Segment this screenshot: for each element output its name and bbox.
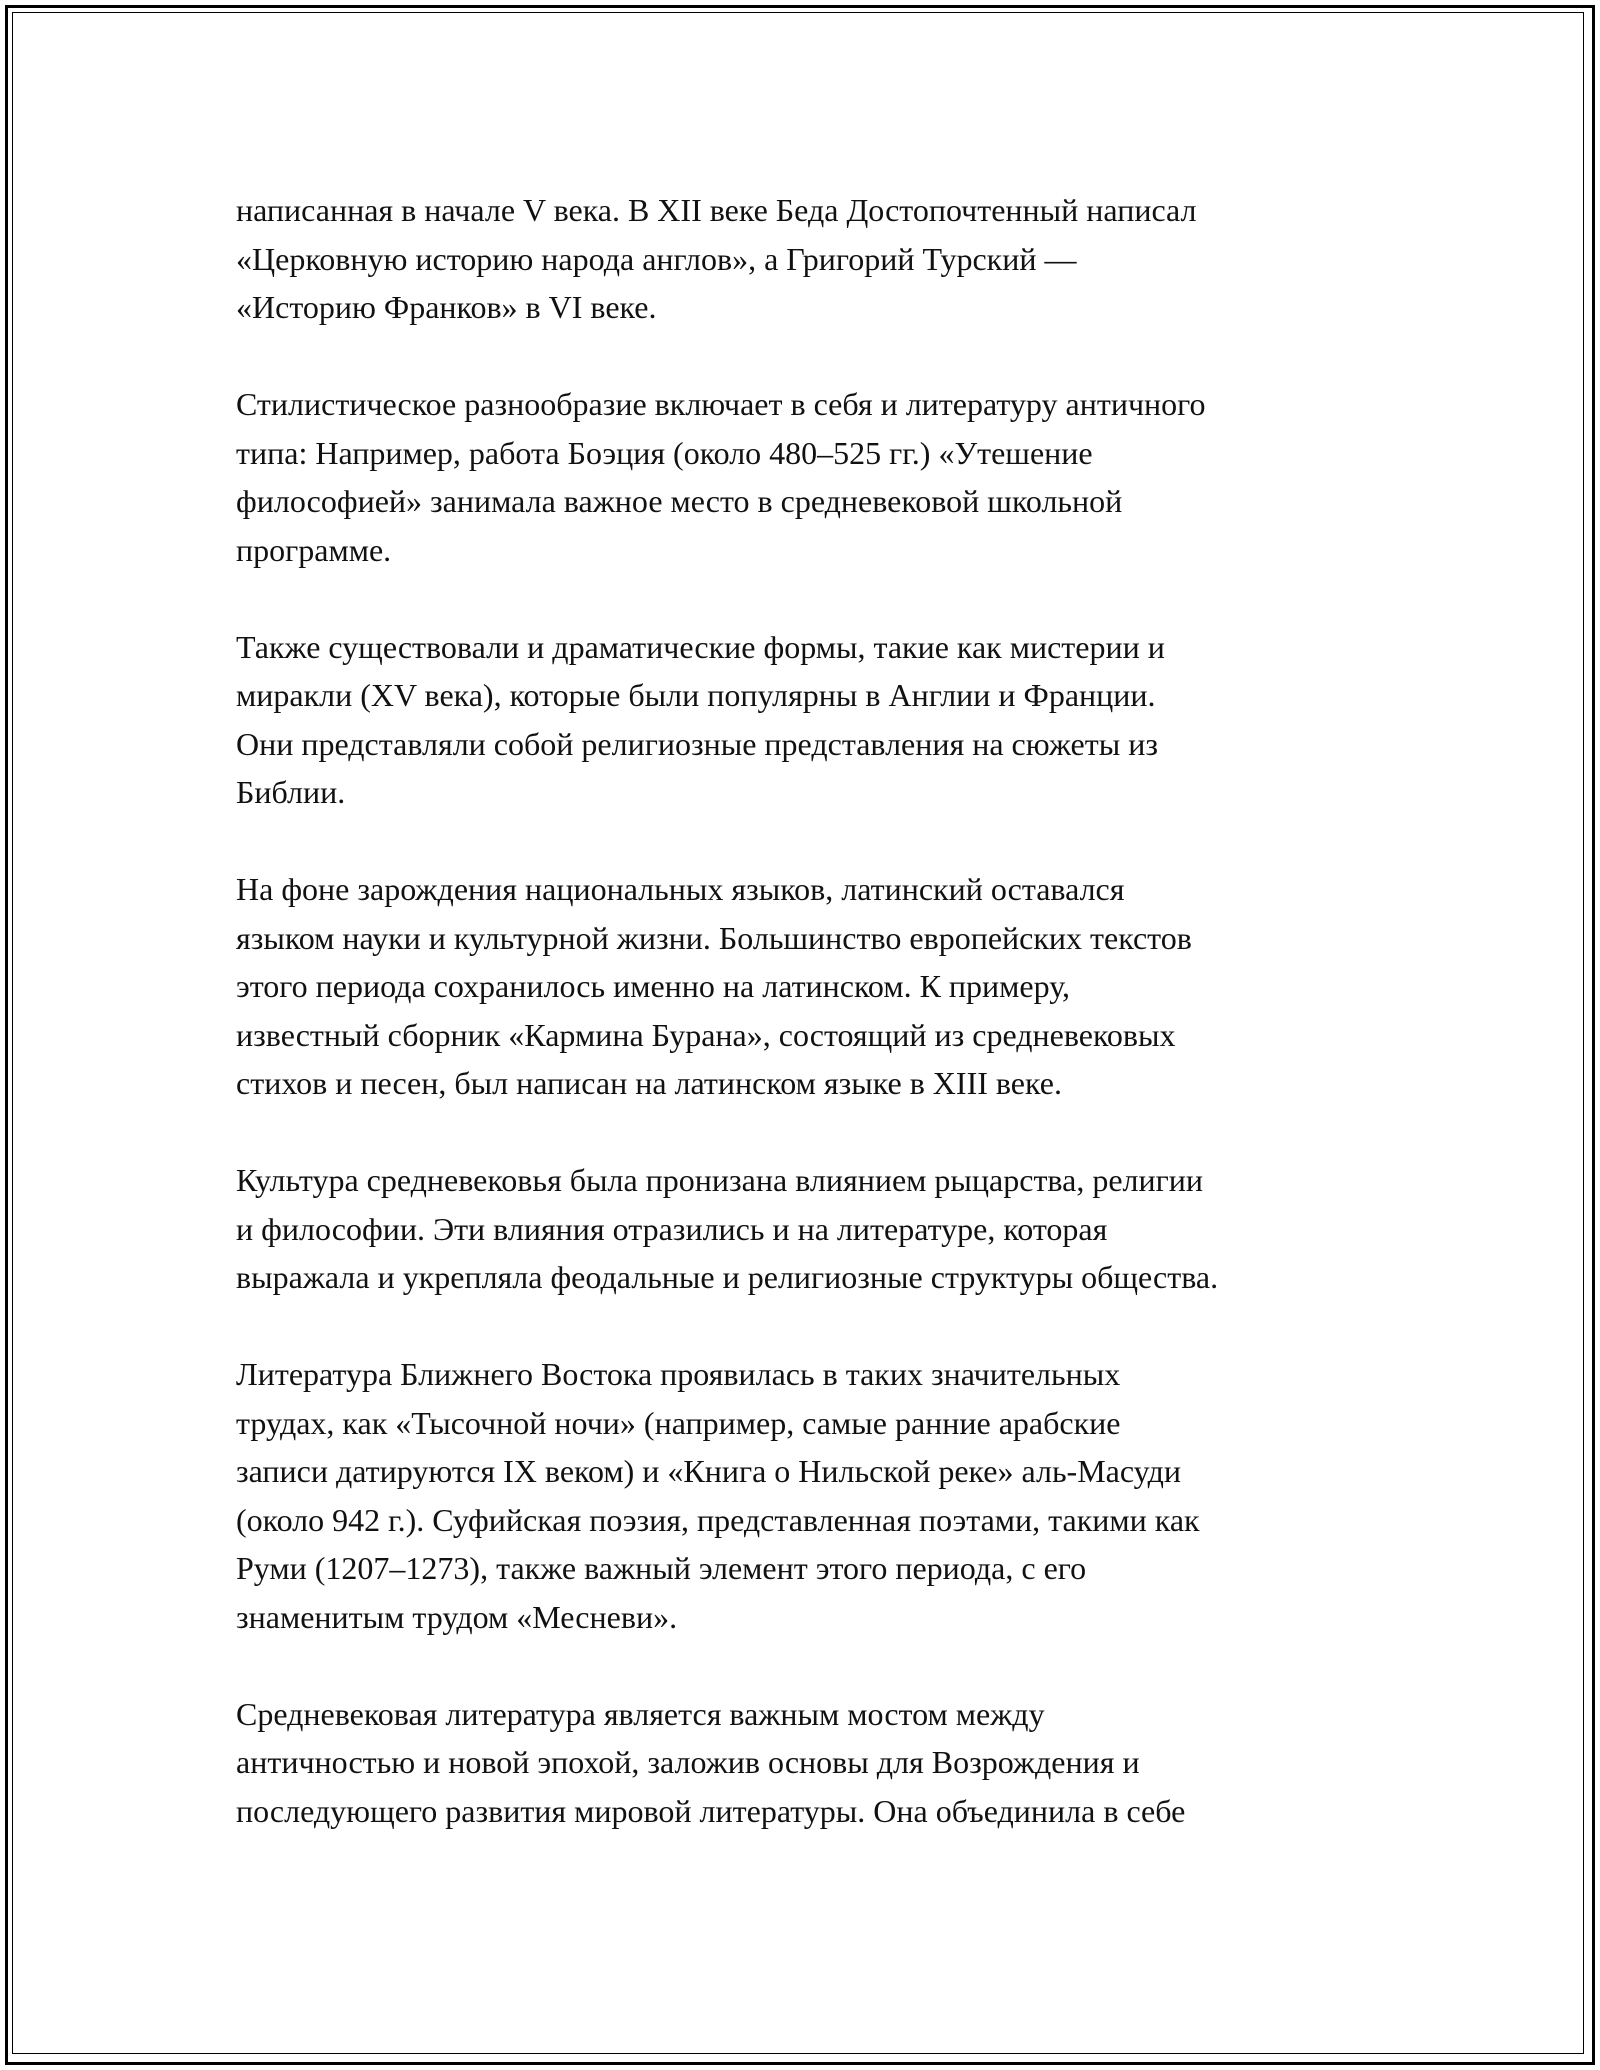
text-line: Стилистическое разнообразие включает в себя и литературу античного (236, 386, 1206, 422)
paragraph (236, 380, 1376, 574)
text-line: Литература Ближнего Востока проявилась в таких значительных (236, 1356, 1121, 1392)
text-line: На фоне зарождения национальных языков, латинский оставался (236, 871, 1125, 907)
text-line: Они представляли собой религиозные представления на сюжеты из (236, 725, 1158, 762)
text-line: Библии. (236, 774, 346, 810)
paragraph (236, 1156, 1376, 1302)
text-line: типа: Например, работа Боэция (около 480–525 гг.) «Утешение (236, 434, 1093, 471)
paragraph (236, 186, 1376, 332)
text-line: выражала и укрепляла феодальные и религиозные структуры общества. (236, 1259, 1219, 1295)
text-line: Культура средневековья была пронизана влиянием рыцарства, религии (236, 1162, 1203, 1198)
text-line: «Историю Франков» в VI веке. (236, 289, 657, 325)
text-line: «Церковную историю народа англов», а Григорий Турский — (236, 240, 1077, 277)
text-line: Также существовали и драматические формы, такие как мистерии и (236, 628, 1165, 665)
text-line: Руми (1207–1273), также важный элемент этого периода, с его (236, 1550, 1087, 1586)
text-line: языком науки и культурной жизни. Большинство европейских текстов (236, 919, 1192, 956)
text-line: стихов и песен, был написан на латинском языке в XIII веке. (236, 1065, 1062, 1101)
text-line: античностью и новой эпохой, заложив основы для Возрождения и (236, 1744, 1140, 1780)
paragraph (236, 623, 1376, 817)
text-line: программе. (236, 531, 392, 568)
text-line: этого периода сохранилось именно на латинском. К примеру, (236, 968, 1070, 1004)
text-line: написанная в начале V века. В XII веке Беда Достопочтенный написал (236, 192, 1197, 228)
text-line: трудах, как «Тысочной ночи» (например, самые ранние арабские (236, 1404, 1121, 1441)
paragraph (236, 1690, 1376, 1836)
paragraph (236, 865, 1376, 1108)
text-line: философией» занимала важное место в средневековой школьной (236, 483, 1123, 519)
text-line: знаменитым трудом «Месневи». (236, 1598, 678, 1635)
document-body (236, 186, 1376, 1884)
paragraph (236, 1350, 1376, 1641)
text-line: Средневековая литература является важным мостом между (236, 1695, 1045, 1732)
text-line: миракли (XV века), которые были популярны в Англии и Франции. (236, 677, 1156, 713)
text-line: последующего развития мировой литературы. Она объединила в себе (236, 1792, 1186, 1829)
text-line: (около 942 г.). Суфийская поэзия, представленная поэтами, такими как (236, 1501, 1200, 1538)
text-line: известный сборник «Кармина Бурана», состоящий из средневековых (236, 1016, 1176, 1053)
text-line: и философии. Эти влияния отразились и на литературе, которая (236, 1210, 1108, 1247)
text-line: записи датируются IX веком) и «Книга о Нильской реке» аль-Масуди (236, 1453, 1182, 1489)
